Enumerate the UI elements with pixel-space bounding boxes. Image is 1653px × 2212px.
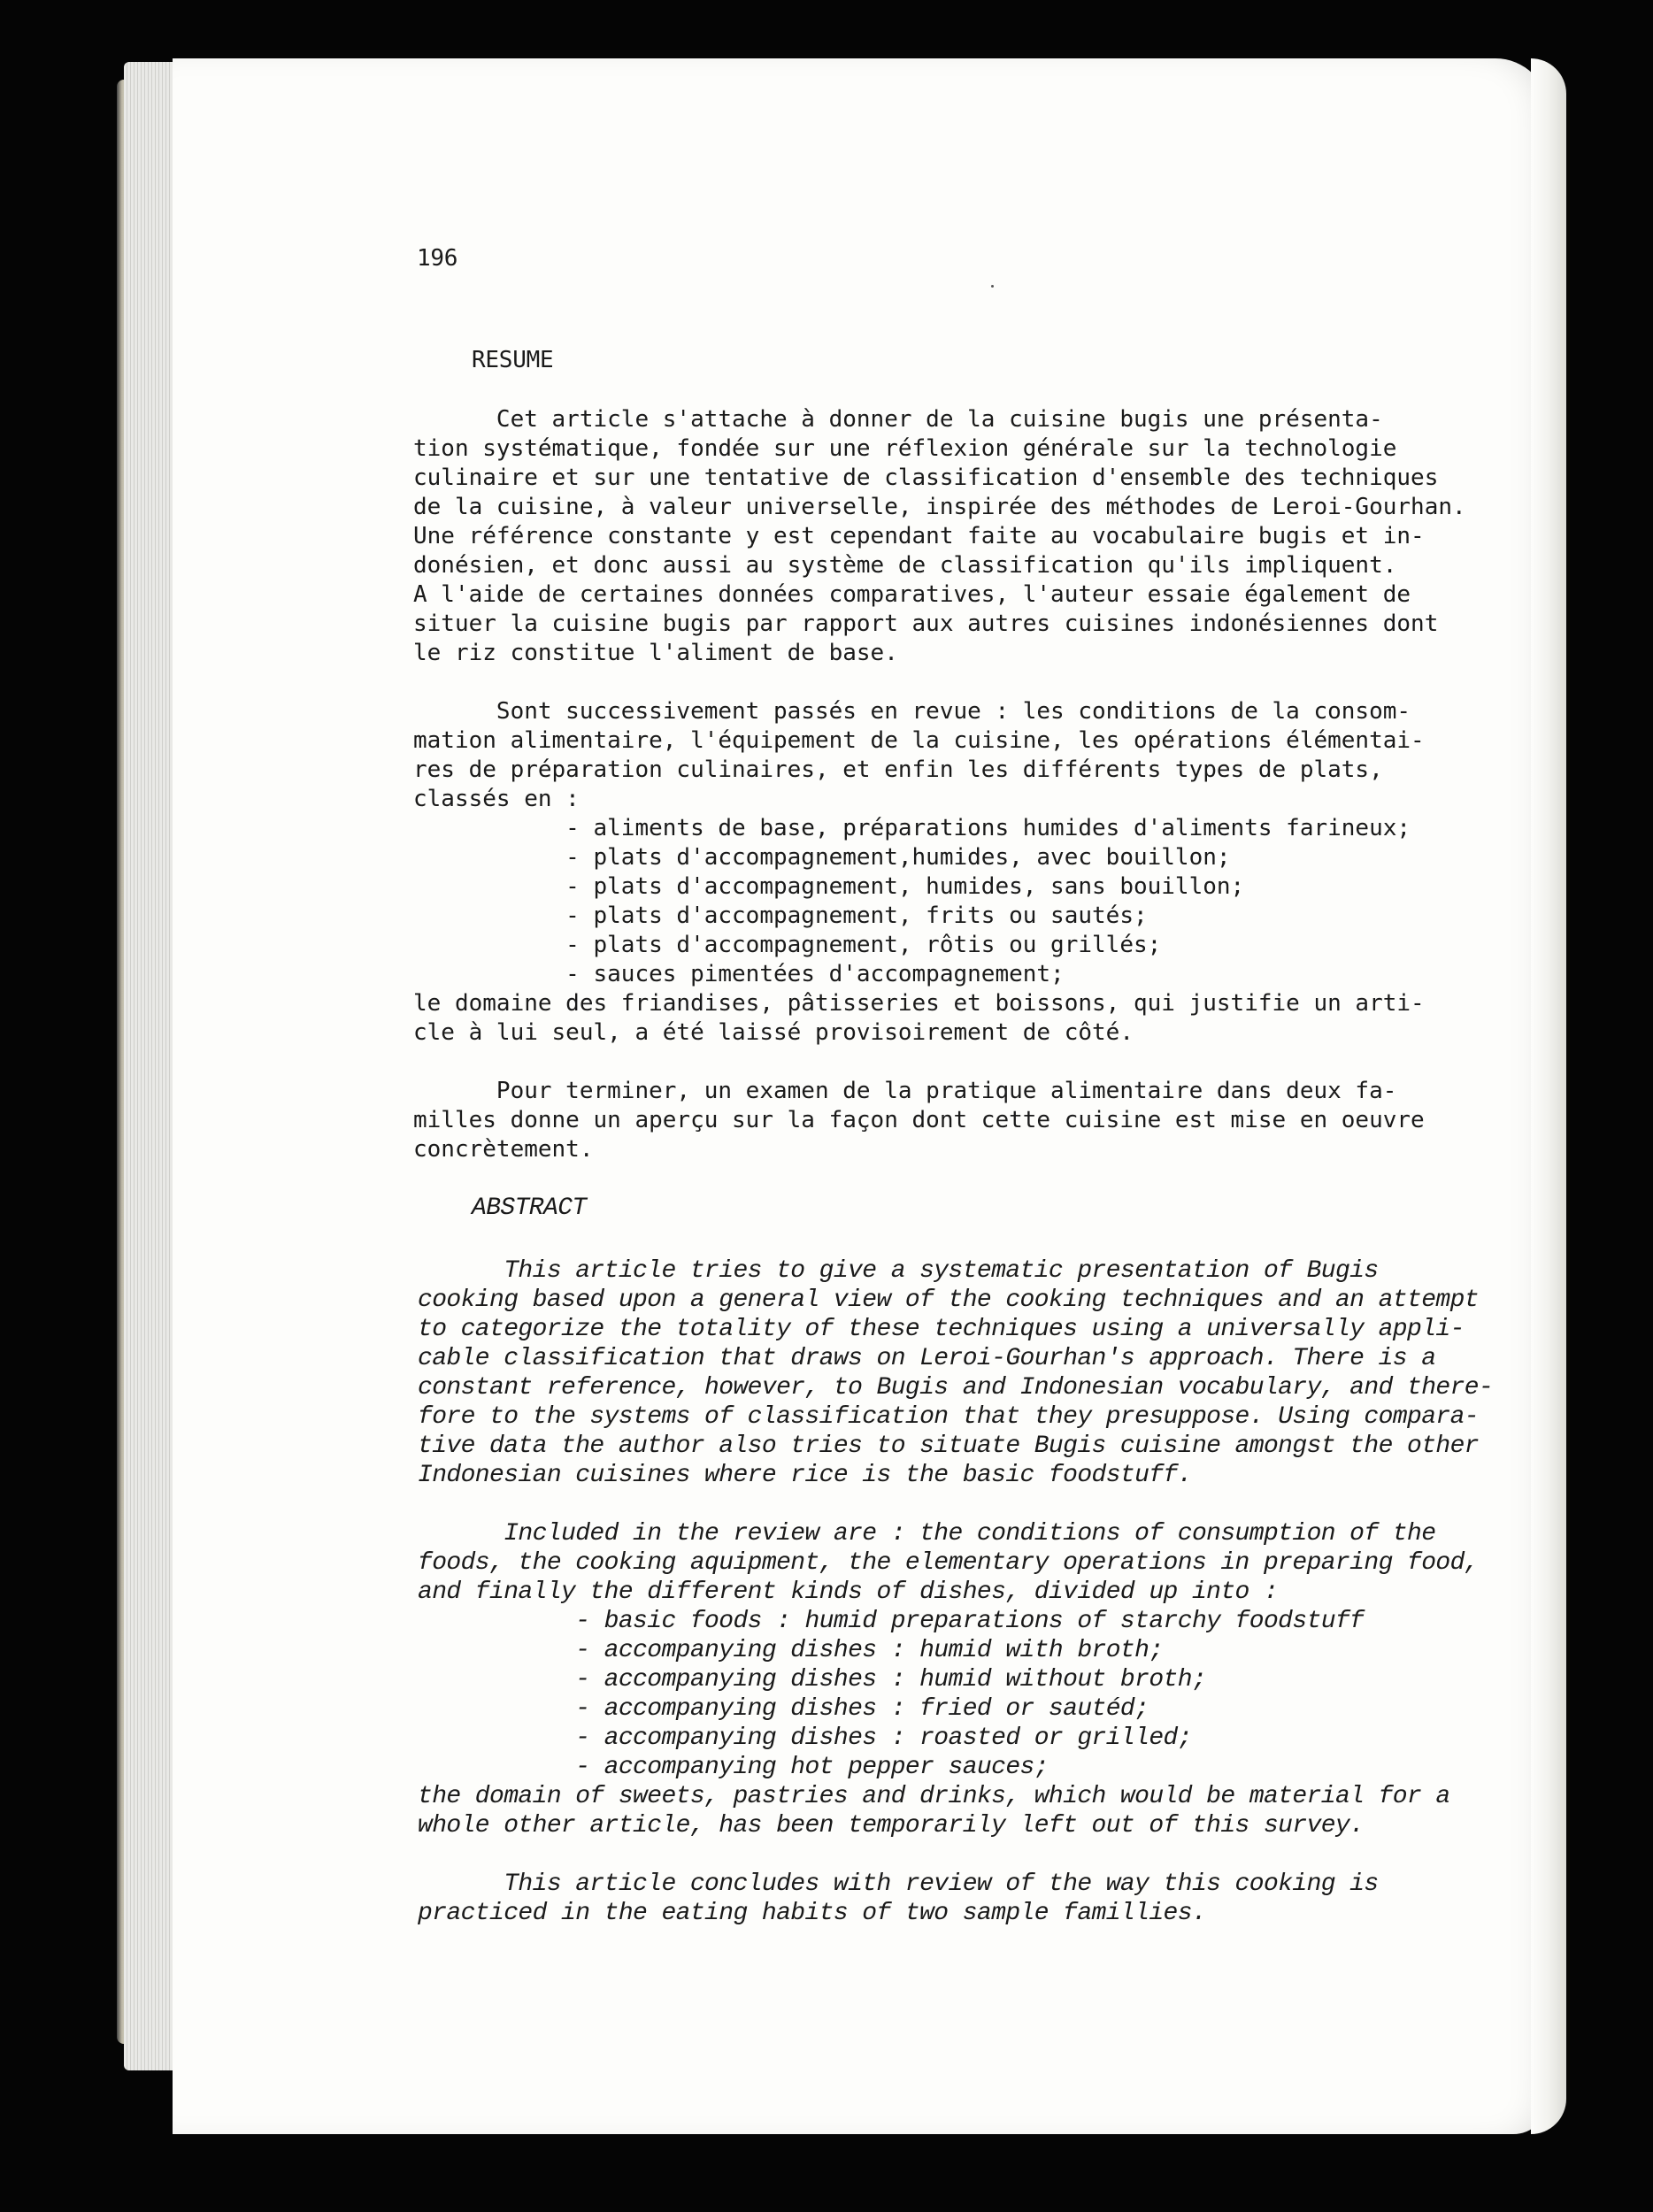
resume-line: Pour terminer, un examen de la pratique alimentaire dans deux fa-: [413, 1078, 1397, 1104]
resume-line: situer la cuisine bugis par rapport aux autres cuisines indonésiennes dont: [413, 611, 1439, 637]
abstract-line: - accompanying dishes : humid with broth;: [418, 1637, 1164, 1664]
page-number: 196: [417, 245, 458, 272]
resume-line: de la cuisine, à valeur universelle, inspirée des méthodes de Leroi-Gourhan.: [413, 494, 1466, 520]
abstract-line: [418, 1840, 1493, 1870]
abstract-text-block: [418, 1256, 1493, 1928]
resume-line: cle à lui seul, a été laissé provisoirement de côté.: [413, 1019, 1134, 1046]
resume-line: - plats d'accompagnement, frits ou sautés;: [413, 902, 1148, 929]
resume-line: - sauces pimentées d'accompagnement;: [413, 961, 1065, 987]
resume-line: Cet article s'attache à donner de la cuisine bugis une présenta-: [413, 406, 1383, 433]
resume-line: donésien, et donc aussi au système de classification qu'ils impliquent.: [413, 552, 1397, 579]
resume-line: culinaire et sur une tentative de classification d'ensemble des techniques: [413, 465, 1439, 491]
resume-line: [413, 1048, 1466, 1077]
abstract-line: Indonesian cuisines where rice is the basic foodstuff.: [418, 1462, 1192, 1489]
abstract-line: - accompanying hot pepper sauces;: [418, 1754, 1049, 1781]
abstract-line: Included in the review are : the conditions of consumption of the: [418, 1520, 1436, 1548]
abstract-line: [418, 1490, 1493, 1519]
resume-line: milles donne un aperçu sur la façon dont cette cuisine est mise en oeuvre: [413, 1107, 1425, 1133]
resume-line: res de préparation culinaires, et enfin les différents types de plats,: [413, 757, 1383, 783]
resume-line: tion systématique, fondée sur une réflexion générale sur la technologie: [413, 435, 1397, 462]
abstract-line: cable classification that draws on Leroi-Gourhan's approach. There is a: [418, 1345, 1436, 1372]
abstract-line: constant reference, however, to Bugis and Indonesian vocabulary, and there-: [418, 1374, 1494, 1402]
abstract-line: - basic foods : humid preparations of starchy foodstuff: [418, 1608, 1365, 1635]
resume-line: [413, 668, 1466, 697]
abstract-line: whole other article, has been temporarily left out of this survey.: [418, 1812, 1365, 1839]
resume-line: - plats d'accompagnement, humides, sans bouillon;: [413, 873, 1245, 900]
abstract-line: tive data the author also tries to situate Bugis cuisine amongst the other: [418, 1432, 1480, 1460]
abstract-line: This article tries to give a systematic presentation of Bugis: [418, 1257, 1379, 1285]
abstract-line: the domain of sweets, pastries and drinks, which would be material for a: [418, 1783, 1450, 1810]
resume-line: Une référence constante y est cependant faite au vocabulaire bugis et in-: [413, 523, 1425, 549]
abstract-line: to categorize the totality of these techniques using a universally appli-: [418, 1316, 1465, 1343]
resume-line: classés en :: [413, 786, 580, 812]
abstract-line: - accompanying dishes : humid without broth;: [418, 1666, 1207, 1694]
resume-heading: RESUME: [472, 347, 554, 373]
resume-text-block: [413, 405, 1466, 1164]
abstract-line: - accompanying dishes : roasted or grilled;: [418, 1724, 1192, 1752]
resume-line: Sont successivement passés en revue : les conditions de la consom-: [413, 698, 1411, 725]
resume-line: A l'aide de certaines données comparatives, l'auteur essaie également de: [413, 581, 1411, 608]
resume-line: - plats d'accompagnement,humides, avec bouillon;: [413, 844, 1231, 871]
resume-line: - aliments de base, préparations humides d'aliments farineux;: [413, 815, 1411, 841]
abstract-line: and finally the different kinds of dishes, divided up into :: [418, 1578, 1279, 1606]
resume-line: concrètement.: [413, 1136, 594, 1163]
abstract-heading: ABSTRACT: [472, 1194, 587, 1222]
abstract-line: practiced in the eating habits of two sample famillies.: [418, 1900, 1207, 1927]
paper-speck: [991, 285, 994, 288]
abstract-line: This article concludes with review of the way this cooking is: [418, 1870, 1379, 1898]
abstract-line: foods, the cooking aquipment, the elementary operations in preparing food,: [418, 1549, 1480, 1577]
abstract-line: cooking based upon a general view of the cooking techniques and an attempt: [418, 1286, 1480, 1314]
resume-line: - plats d'accompagnement, rôtis ou grillés;: [413, 932, 1162, 958]
resume-line: le domaine des friandises, pâtisseries et boissons, qui justifie un arti-: [413, 990, 1425, 1017]
abstract-line: fore to the systems of classification that they presuppose. Using compara-: [418, 1403, 1480, 1431]
resume-line: mation alimentaire, l'équipement de la cuisine, les opérations élémentai-: [413, 727, 1425, 754]
resume-line: le riz constitue l'aliment de base.: [413, 640, 898, 666]
abstract-line: - accompanying dishes : fried or sautéd;: [418, 1695, 1149, 1723]
page-edges: [124, 62, 177, 2070]
